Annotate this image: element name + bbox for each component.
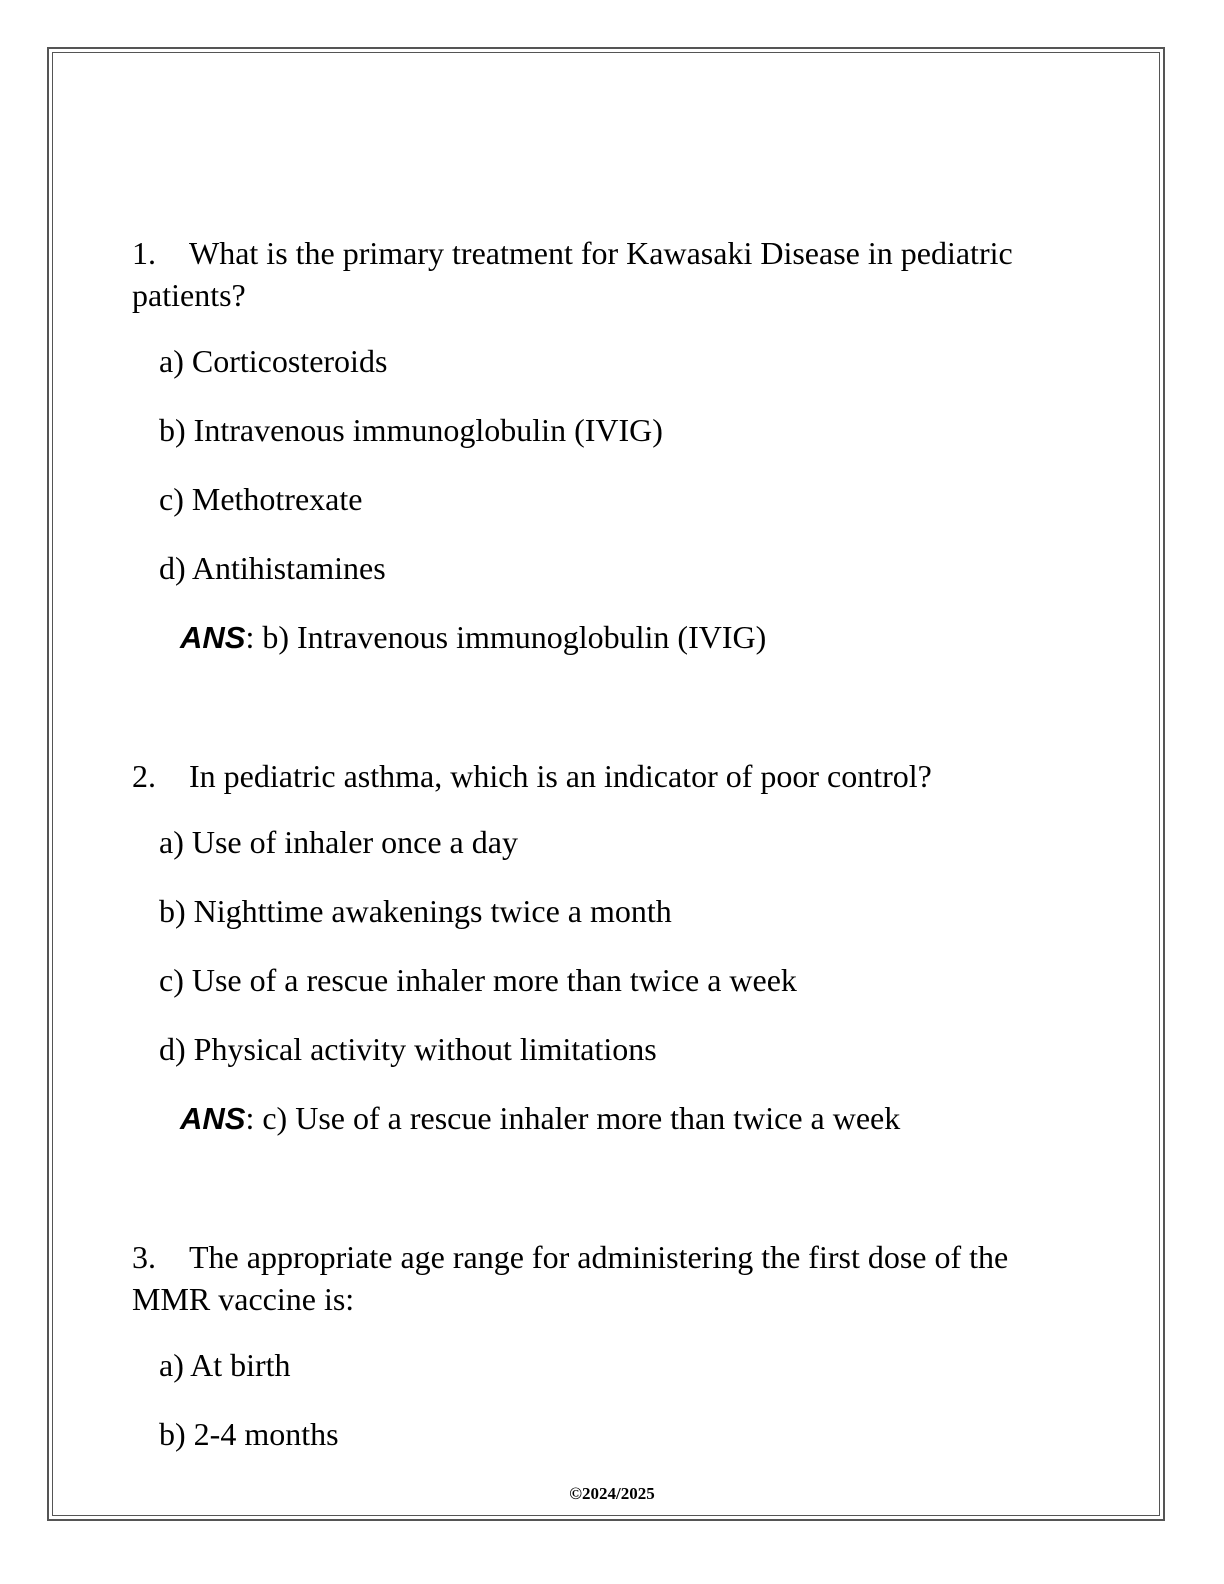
option-d: d) Physical activity without limitations [159, 1031, 657, 1067]
option-a: a) At birth [159, 1347, 291, 1383]
answer-text: : b) Intravenous immunoglobulin (IVIG) [245, 619, 767, 655]
answer-label: ANS [180, 1101, 246, 1136]
question-number: 1. [132, 235, 156, 271]
option-a: a) Use of inhaler once a day [159, 824, 518, 860]
answer-line [180, 616, 1072, 659]
question-1 [132, 232, 1072, 659]
footer-copyright: ©2024/2025 [569, 1484, 655, 1503]
option-c: c) Methotrexate [159, 481, 363, 517]
question-2 [132, 755, 1072, 1140]
option-b: b) Intravenous immunoglobulin (IVIG) [159, 412, 663, 448]
question-text: The appropriate age range for administering the first dose of the MMR vaccine is: [132, 1239, 1009, 1317]
option-d: d) Antihistamines [159, 550, 386, 586]
question-stem [132, 755, 1072, 797]
answer-line [180, 1097, 1072, 1140]
question-number: 3. [132, 1239, 156, 1275]
option-c: c) Use of a rescue inhaler more than twice a week [159, 962, 797, 998]
option-b: b) Nighttime awakenings twice a month [159, 893, 672, 929]
option-b: b) 2-4 months [159, 1416, 339, 1452]
answer-label: ANS [180, 620, 246, 655]
question-stem [132, 232, 1072, 316]
question-stem [132, 1236, 1072, 1320]
question-list [132, 232, 1072, 1482]
answer-text: : c) Use of a rescue inhaler more than twice a week [245, 1100, 901, 1136]
question-text: In pediatric asthma, which is an indicator of poor control? [189, 758, 932, 794]
question-text: What is the primary treatment for Kawasaki Disease in pediatric patients? [132, 235, 1013, 313]
option-a: a) Corticosteroids [159, 343, 388, 379]
question-number: 2. [132, 758, 156, 794]
question-3 [132, 1236, 1072, 1455]
